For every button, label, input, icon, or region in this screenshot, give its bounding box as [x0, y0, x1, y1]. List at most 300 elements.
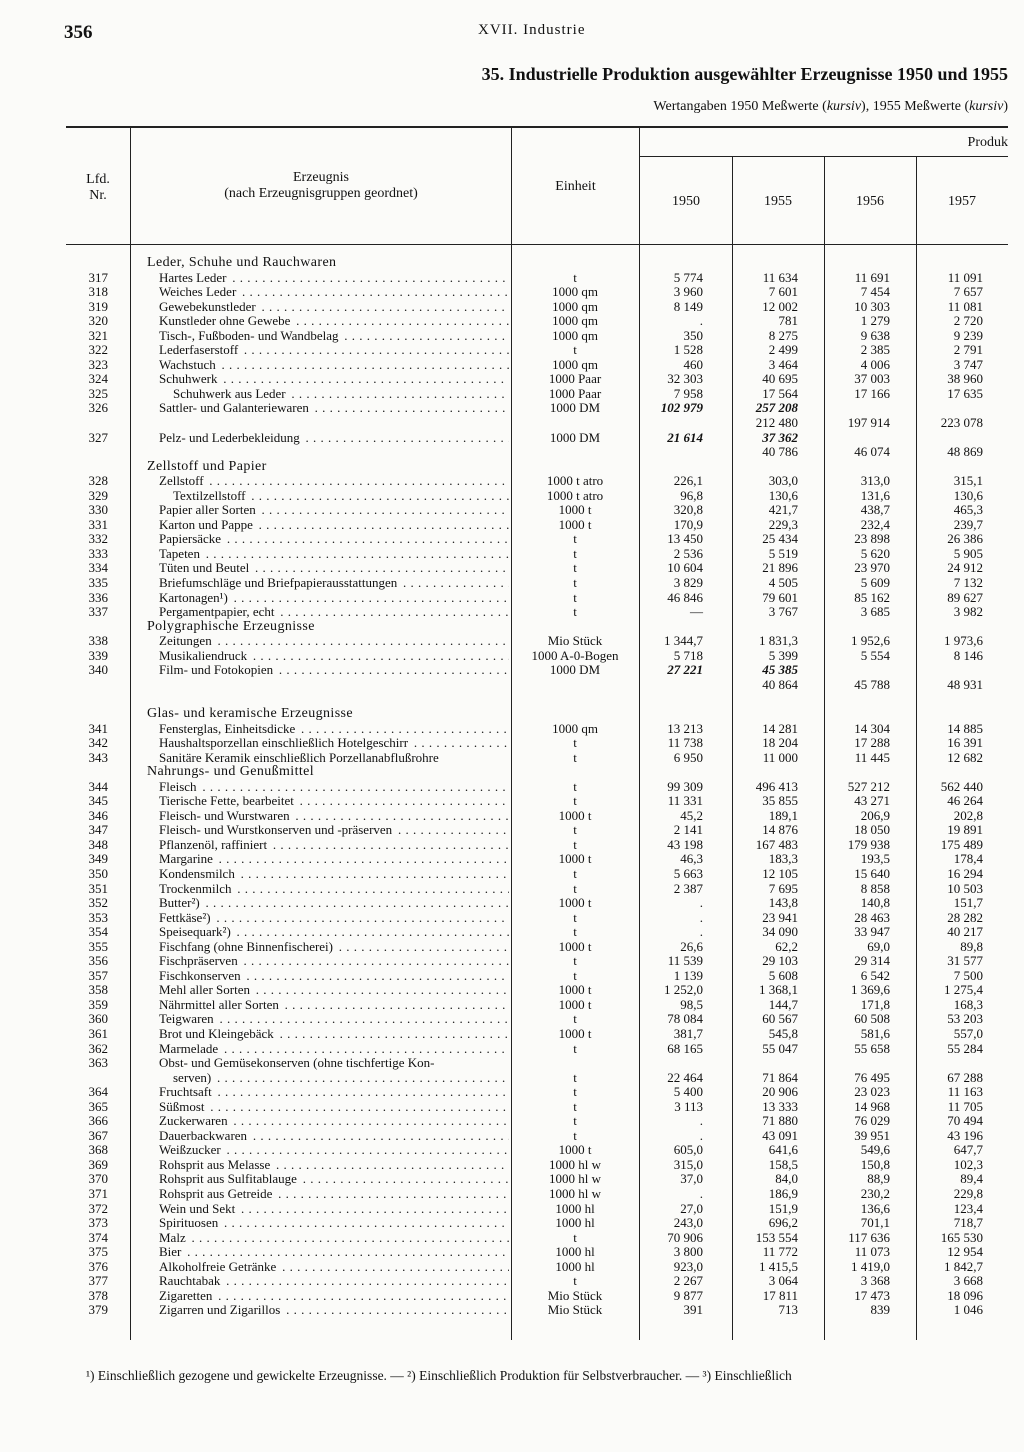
product-name-cell — [159, 1027, 509, 1042]
value-1955: 3 064 — [768, 1273, 798, 1289]
group-heading — [66, 256, 1008, 271]
product-name: Bier — [159, 1245, 182, 1260]
product-name: Kunstleder ohne Gewebe — [159, 314, 291, 329]
value-1955: 11 000 — [762, 749, 798, 765]
table-row — [66, 911, 1008, 926]
unit: 1000 DM — [549, 429, 601, 445]
product-name: Butter²) — [159, 896, 200, 911]
unit: t — [573, 924, 577, 940]
value-1956: 140,8 — [860, 895, 890, 911]
value-1955: 183,3 — [768, 851, 798, 867]
value-1950: 3 829 — [673, 575, 703, 591]
value-1956: 179 938 — [847, 836, 890, 852]
product-name-cell — [159, 445, 509, 460]
unit: t — [573, 560, 577, 576]
product-name: Wachstuch — [159, 357, 216, 372]
product-name: Briefumschläge und Briefpapierausstattungen — [159, 576, 398, 591]
value-1956: 136,6 — [860, 1200, 890, 1216]
header-produk: Produk — [967, 135, 1008, 150]
table-row — [66, 532, 1008, 547]
table-row — [66, 1245, 1008, 1260]
row-number: 332 — [88, 531, 108, 547]
value-1950: 3 960 — [673, 284, 703, 300]
value-1950: 9 877 — [673, 1287, 703, 1303]
value-1955: 8 275 — [768, 327, 798, 343]
product-name-cell — [159, 867, 509, 882]
value-1957: 151,7 — [953, 895, 983, 911]
row-number: 370 — [88, 1171, 108, 1187]
value-1957: 17 635 — [947, 385, 983, 401]
row-number: 341 — [88, 720, 108, 736]
group-name: Leder, Schuhe und Rauchwaren — [147, 256, 337, 270]
value-1957: 8 146 — [953, 647, 983, 663]
table-row — [66, 1042, 1008, 1057]
table-row — [66, 838, 1008, 853]
unit: t — [573, 575, 577, 591]
value-1956: 46 074 — [854, 444, 890, 460]
value-1950: . — [699, 1113, 703, 1129]
value-1956: 11 445 — [854, 749, 890, 765]
value-1956: 23 023 — [854, 1084, 890, 1100]
product-name: Rohsprit aus Melasse — [159, 1157, 271, 1172]
value-1950: 96,8 — [680, 487, 703, 503]
value-1950: 98,5 — [680, 996, 703, 1012]
value-1955: 71 880 — [762, 1113, 798, 1129]
product-name: Schuhwerk — [159, 372, 218, 387]
value-1955: 158,5 — [768, 1156, 798, 1172]
unit: 1000 t atro — [546, 473, 604, 489]
value-1950: . — [699, 895, 703, 911]
unit: t — [573, 836, 577, 852]
value-1955: 212 480 — [755, 415, 798, 431]
value-1956: 1 279 — [860, 313, 890, 329]
value-1957: 3 668 — [953, 1273, 983, 1289]
value-1956: 69,0 — [867, 938, 890, 954]
value-1956: 17 166 — [854, 385, 890, 401]
table-row — [66, 998, 1008, 1013]
value-1950: 170,9 — [673, 516, 703, 532]
product-name — [159, 678, 161, 692]
value-1955: 496 413 — [755, 778, 798, 794]
value-1955: 43 091 — [762, 1127, 798, 1143]
value-1956: 581,6 — [860, 1025, 890, 1041]
table-row — [66, 634, 1008, 649]
table-row — [66, 1085, 1008, 1100]
header-erzeugnis-label: Erzeugnis — [293, 170, 349, 185]
product-name: Haushaltsporzellan einschließlich Hotelgeschirr — [159, 736, 409, 751]
product-name: Rohsprit aus Getreide — [159, 1187, 273, 1201]
product-name-cell — [159, 751, 509, 766]
value-1955: 35 855 — [762, 793, 798, 809]
product-name-cell — [159, 300, 509, 315]
table-row — [66, 591, 1008, 606]
value-1950: — — [690, 604, 703, 620]
value-1957: 202,8 — [953, 807, 983, 823]
row-number: 344 — [88, 778, 108, 794]
product-name-cell — [159, 925, 509, 940]
row-number: 366 — [88, 1113, 108, 1129]
table-row — [66, 722, 1008, 737]
value-1950: 11 539 — [667, 953, 703, 969]
value-1957: 89,4 — [960, 1171, 983, 1187]
row-number: 318 — [88, 284, 108, 300]
value-1950: 13 450 — [667, 531, 703, 547]
product-name-cell — [159, 736, 509, 751]
row-number: 340 — [88, 662, 108, 678]
value-1956: 4 006 — [860, 356, 890, 372]
unit: t — [573, 1040, 577, 1056]
value-1956: 85 162 — [854, 589, 890, 605]
row-number: 324 — [88, 371, 108, 387]
value-1957: 19 891 — [947, 822, 983, 838]
row-number: 360 — [88, 1011, 108, 1027]
value-1957: 12 682 — [947, 749, 983, 765]
value-1955: 5 399 — [768, 647, 798, 663]
value-1957: 1 275,4 — [944, 982, 983, 998]
table-row — [66, 503, 1008, 518]
value-1957: 3 982 — [953, 604, 983, 620]
value-1950: 21 614 — [667, 429, 703, 445]
table-row — [66, 605, 1008, 620]
product-name: Rauchtabak — [159, 1274, 221, 1289]
value-1950: 43 198 — [667, 836, 703, 852]
value-1956: 839 — [870, 1302, 890, 1318]
unit: t — [573, 735, 577, 751]
value-1957: 1 973,6 — [944, 633, 983, 649]
unit: t — [573, 967, 577, 983]
row-number: 322 — [88, 342, 108, 358]
value-1955: 696,2 — [768, 1215, 798, 1231]
unit: t — [573, 589, 577, 605]
value-1956: 701,1 — [860, 1215, 890, 1231]
product-name: Kartonagen¹) — [159, 590, 228, 605]
value-1956: 150,8 — [860, 1156, 890, 1172]
value-1955: 5 608 — [768, 967, 798, 983]
row-number: 364 — [88, 1084, 108, 1100]
value-1955: 40 695 — [762, 371, 798, 387]
value-1956: 206,9 — [860, 807, 890, 823]
row-number: 378 — [88, 1287, 108, 1303]
value-1957: 12 954 — [947, 1244, 983, 1260]
value-1955: 5 519 — [768, 545, 798, 561]
product-name-cell — [159, 474, 509, 489]
product-name-cell — [159, 1274, 509, 1289]
unit: t — [573, 604, 577, 620]
unit: t — [573, 1084, 577, 1100]
row-number: 326 — [88, 400, 108, 416]
table-row — [66, 1129, 1008, 1144]
table-row — [66, 1012, 1008, 1027]
product-name-cell — [159, 1085, 509, 1100]
product-name-cell — [159, 780, 509, 795]
unit: Mio Stück — [547, 1302, 603, 1318]
product-name — [159, 416, 161, 430]
group-name: Zellstoff und Papier — [147, 459, 267, 474]
table-row — [66, 401, 1008, 416]
value-1950: 5 663 — [673, 865, 703, 881]
table-row — [66, 431, 1008, 446]
unit: Mio Stück — [547, 633, 603, 649]
value-1950: 7 958 — [673, 385, 703, 401]
unit: t — [573, 822, 577, 838]
table-row — [66, 780, 1008, 795]
value-1957: 18 096 — [947, 1287, 983, 1303]
product-name: Fleisch- und Wurstkonserven und -präserven — [159, 823, 393, 838]
value-1957: 2 720 — [953, 313, 983, 329]
product-name: Kondensmilch — [159, 866, 235, 881]
value-1950: 460 — [683, 356, 703, 372]
product-name: Brot und Kleingebäck — [159, 1026, 274, 1041]
unit: 1000 hl w — [549, 1156, 601, 1172]
value-1955: 7 601 — [768, 284, 798, 300]
unit: 1000 qm — [552, 356, 598, 372]
value-1956: 197 914 — [847, 415, 890, 431]
table-row — [66, 678, 1008, 693]
unit: 1000 qm — [552, 284, 598, 300]
table-row — [66, 896, 1008, 911]
product-name: Schuhwerk aus Leder — [159, 387, 288, 401]
value-1955: 55 047 — [762, 1040, 798, 1056]
table-row — [66, 445, 1008, 460]
unit: 1000 t — [558, 895, 592, 911]
product-name: Rohsprit aus Sulfitablauge — [159, 1172, 297, 1187]
product-name: Musikaliendruck — [159, 648, 248, 663]
value-1956: 14 968 — [854, 1098, 890, 1114]
value-1955: 14 876 — [762, 822, 798, 838]
table-row — [66, 1231, 1008, 1246]
row-number: 346 — [88, 807, 108, 823]
value-1957: 43 196 — [947, 1127, 983, 1143]
value-1956: 76 495 — [854, 1069, 890, 1085]
spacer-row — [66, 692, 1008, 707]
unit: 1000 t — [558, 502, 592, 518]
product-name-cell — [159, 823, 509, 838]
value-1956: 1 952,6 — [851, 633, 890, 649]
value-1956: 11 691 — [854, 269, 890, 285]
value-1950: . — [699, 313, 703, 329]
table-row — [66, 518, 1008, 533]
value-1956: 8 858 — [860, 880, 890, 896]
table-row — [66, 1187, 1008, 1202]
value-1956: 1 369,6 — [851, 982, 890, 998]
value-1950: 70 906 — [667, 1229, 703, 1245]
unit: t — [573, 953, 577, 969]
product-name: Fischfang (ohne Binnenfischerei) — [159, 939, 334, 954]
header-lfd-nr — [66, 172, 130, 204]
unit: t — [573, 865, 577, 881]
product-name: Zuckerwaren — [159, 1114, 228, 1129]
footnote: ¹) Einschließlich gezogene und gewickelte Erzeugnisse. — ²) Einschließlich Produktion für Selbstverbraucher. — ³) Einschließlich — [86, 1368, 792, 1383]
value-1956: 45 788 — [854, 676, 890, 692]
row-number: 373 — [88, 1215, 108, 1231]
value-1957: 11 081 — [947, 298, 983, 314]
value-1956: 6 542 — [860, 967, 890, 983]
product-name: Tapeten — [159, 546, 200, 561]
product-name-cell — [159, 1056, 509, 1071]
value-1956: 37 003 — [854, 371, 890, 387]
product-name-cell — [159, 809, 509, 824]
value-1950: . — [699, 924, 703, 940]
product-name: Tierische Fette, bearbeitet — [159, 794, 294, 809]
value-1955: 641,6 — [768, 1142, 798, 1158]
value-1955: 11 634 — [762, 269, 798, 285]
value-1955: 153 554 — [755, 1229, 798, 1245]
table-row — [66, 300, 1008, 315]
value-1956: 3 685 — [860, 604, 890, 620]
unit: 1000 t — [558, 851, 592, 867]
value-1950: 1 252,0 — [664, 982, 703, 998]
table-row — [66, 1289, 1008, 1304]
table-row — [66, 1056, 1008, 1071]
table-row — [66, 561, 1008, 576]
product-name-cell — [159, 605, 509, 620]
header-einheit: Einheit — [555, 179, 596, 194]
value-1955: 781 — [778, 313, 798, 329]
row-number: 321 — [88, 327, 108, 343]
value-1957: 70 494 — [947, 1113, 983, 1129]
unit: 1000 qm — [552, 720, 598, 736]
value-1956: 39 951 — [854, 1127, 890, 1143]
value-1956: 5 609 — [860, 575, 890, 591]
value-1957: 11 163 — [947, 1084, 983, 1100]
product-name-cell — [159, 285, 509, 300]
value-1956: 17 473 — [854, 1287, 890, 1303]
product-name: Karton und Pappe — [159, 517, 253, 532]
product-name-cell — [159, 591, 509, 606]
value-1955: 17 811 — [762, 1287, 798, 1303]
value-1950: 6 950 — [673, 749, 703, 765]
value-1957: 89,8 — [960, 938, 983, 954]
unit: 1000 t atro — [546, 487, 604, 503]
value-1955: 17 564 — [762, 385, 798, 401]
product-name: Weiches Leder — [159, 285, 237, 300]
group-heading — [66, 765, 1008, 780]
value-1955: 713 — [778, 1302, 798, 1318]
unit: t — [573, 1273, 577, 1289]
product-name: Nährmittel aller Sorten — [159, 997, 279, 1012]
value-1957: 123,4 — [953, 1200, 983, 1216]
header-year-1950: 1950 — [672, 194, 700, 209]
value-1955: 21 896 — [762, 560, 798, 576]
value-1950: 320,8 — [673, 502, 703, 518]
header-year-1955: 1955 — [764, 194, 792, 209]
row-number: 367 — [88, 1127, 108, 1143]
table-row — [66, 1100, 1008, 1115]
value-1956: 60 508 — [854, 1011, 890, 1027]
product-name: Textilzellstoff — [159, 489, 248, 503]
value-1956: 313,0 — [860, 473, 890, 489]
value-1950: 11 331 — [667, 793, 703, 809]
section-title: XVII. Industrie — [478, 22, 586, 38]
product-name: Pergamentpapier, echt — [159, 605, 275, 620]
product-name: Tisch-, Fußboden- und Wandbelag — [159, 328, 339, 343]
table-row — [66, 1202, 1008, 1217]
row-number: 355 — [88, 938, 108, 954]
table-body — [66, 256, 1008, 1318]
value-1956: 1 419,0 — [851, 1258, 890, 1274]
product-name-cell — [159, 969, 509, 984]
row-number: 356 — [88, 953, 108, 969]
product-name-cell — [159, 1202, 509, 1217]
product-name-cell — [159, 896, 509, 911]
value-1957: 647,7 — [953, 1142, 983, 1158]
header-lfd: Lfd. — [86, 172, 110, 187]
value-1957: 14 885 — [947, 720, 983, 736]
value-1957: 67 288 — [947, 1069, 983, 1085]
row-number: 319 — [88, 298, 108, 314]
product-name-cell — [159, 1071, 509, 1086]
value-1955: 1 368,1 — [759, 982, 798, 998]
unit: t — [573, 1098, 577, 1114]
value-1956: 230,2 — [860, 1186, 890, 1201]
value-1957: 2 791 — [953, 342, 983, 358]
row-number: 345 — [88, 793, 108, 809]
product-name — [159, 445, 161, 459]
product-name: Weißzucker — [159, 1143, 221, 1158]
product-name: Zigaretten — [159, 1288, 213, 1303]
product-name: Fleisch — [159, 779, 197, 794]
unit: t — [573, 1229, 577, 1245]
value-1950: 5 718 — [673, 647, 703, 663]
product-name-cell — [159, 722, 509, 737]
group-heading — [66, 620, 1008, 635]
row-number: 369 — [88, 1156, 108, 1172]
unit: t — [573, 1127, 577, 1143]
product-name-cell — [159, 940, 509, 955]
value-1957: 11 091 — [947, 269, 983, 285]
unit: t — [573, 1113, 577, 1129]
product-name-cell — [159, 431, 509, 446]
product-name-cell — [159, 678, 509, 693]
product-name-cell — [159, 882, 509, 897]
product-name: Fettkäse²) — [159, 910, 211, 925]
row-number: 333 — [88, 545, 108, 561]
value-1950: 2 141 — [673, 822, 703, 838]
unit: 1000 t — [558, 1142, 592, 1158]
row-number: 330 — [88, 502, 108, 518]
value-1955: 189,1 — [768, 807, 798, 823]
value-1950: 243,0 — [673, 1215, 703, 1231]
product-name-cell — [159, 634, 509, 649]
value-1957: 5 905 — [953, 545, 983, 561]
value-1955: 79 601 — [762, 589, 798, 605]
unit: 1000 qm — [552, 298, 598, 314]
row-number: 377 — [88, 1273, 108, 1289]
table-row — [66, 547, 1008, 562]
value-1955: 144,7 — [768, 996, 798, 1012]
product-name-cell — [159, 998, 509, 1013]
row-number: 357 — [88, 967, 108, 983]
value-1950: 1 139 — [673, 967, 703, 983]
unit: 1000 hl — [555, 1200, 595, 1216]
row-number: 358 — [88, 982, 108, 998]
group-heading — [66, 707, 1008, 722]
row-number: 320 — [88, 313, 108, 329]
product-name-cell — [159, 663, 509, 678]
product-name-cell — [159, 1303, 509, 1318]
product-name: Malz — [159, 1230, 186, 1245]
table-row — [66, 882, 1008, 897]
value-1957: 89 627 — [947, 589, 983, 605]
unit: t — [573, 880, 577, 896]
table-row — [66, 372, 1008, 387]
table-row — [66, 1071, 1008, 1086]
header-nr: Nr. — [89, 188, 107, 203]
product-name: Süßmost — [159, 1099, 205, 1114]
value-1957: 465,3 — [953, 502, 983, 518]
product-name: Fischpräserven — [159, 954, 238, 969]
value-1957: 9 239 — [953, 327, 983, 343]
